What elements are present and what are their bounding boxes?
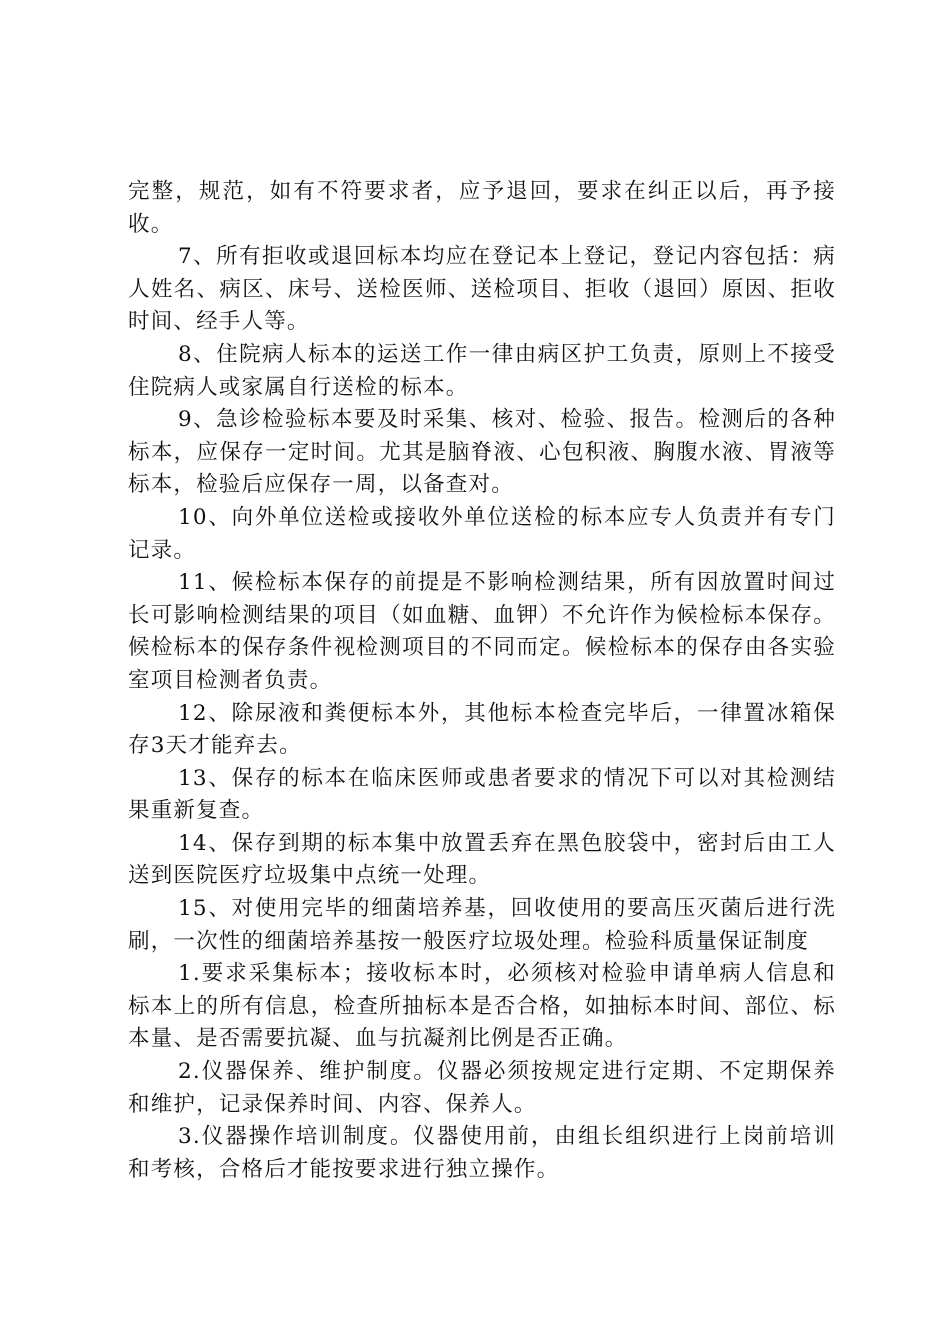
paragraph-quality-1: 1.要求采集标本；接收标本时，必须核对检验申请单病人信息和标本上的所有信息，检查所抽标本是否合格，如抽标本时间、部位、标本量、是否需要抗凝、血与抗凝剂比例是否正确。 [128,961,836,1052]
paragraph-quality-2: 2.仪器保养、维护制度。仪器必须按规定进行定期、不定期保养和维护，记录保养时间、内容、保养人。 [128,1059,836,1117]
paragraph-item-11: 11、候检标本保存的前提是不影响检测结果，所有因放置时间过长可影响检测结果的项目（如血糖、血钾）不允许作为候检标本保存。候检标本的保存条件视检测项目的不同而定。候检标本的保存由各实验室项目检测者负责。 [128,570,836,693]
paragraph-item-9: 9、急诊检验标本要及时采集、核对、检验、报告。检测后的各种标本，应保存一定时间。尤其是脑脊液、心包积液、胸腹水液、胃液等标本，检验后应保存一周，以备查对。 [128,407,836,498]
paragraph-item-12: 12、除尿液和粪便标本外，其他标本检查完毕后，一律置冰箱保存3天才能弃去。 [128,700,836,759]
paragraph-item-15: 15、对使用完毕的细菌培养基，回收使用的要高压灭菌后进行洗刷，一次性的细菌培养基按一般医疗垃圾处理。检验科质量保证制度 [128,896,836,954]
document-body [128,176,836,1186]
paragraph-continuation: 完整，规范，如有不符要求者，应予退回，要求在纠正以后，再予接收。 [128,179,836,237]
paragraph-item-7: 7、所有拒收或退回标本均应在登记本上登记，登记内容包括：病人姓名、病区、床号、送检医师、送检项目、拒收（退回）原因、拒收时间、经手人等。 [128,244,836,335]
paragraph-quality-3: 3.仪器操作培训制度。仪器使用前，由组长组织进行上岗前培训和考核，合格后才能按要求进行独立操作。 [128,1124,836,1182]
paragraph-item-10: 10、向外单位送检或接收外单位送检的标本应专人负责并有专门记录。 [128,504,836,563]
paragraph-item-13: 13、保存的标本在临床医师或患者要求的情况下可以对其检测结果重新复查。 [128,765,836,824]
paragraph-item-8: 8、住院病人标本的运送工作一律由病区护工负责，原则上不接受住院病人或家属自行送检的标本。 [128,341,836,400]
paragraph-item-14: 14、保存到期的标本集中放置丢弃在黑色胶袋中，密封后由工人送到医院医疗垃圾集中点统一处理。 [128,830,836,889]
